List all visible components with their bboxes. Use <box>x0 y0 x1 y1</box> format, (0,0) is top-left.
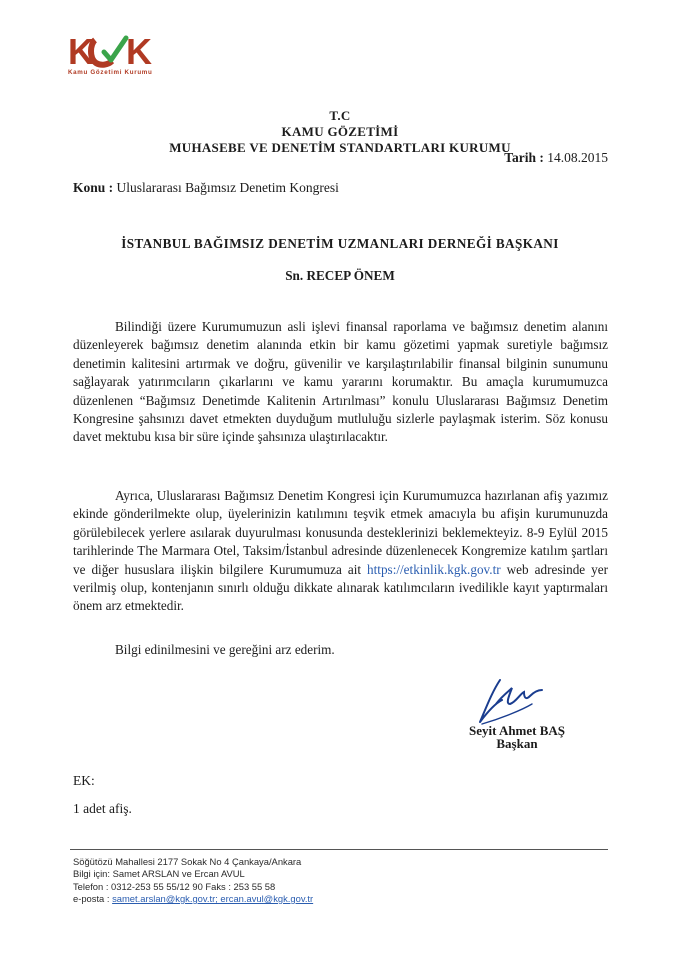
letter-date <box>504 150 608 166</box>
addressee-name: Sn. RECEP ÖNEM <box>285 268 395 283</box>
footer-email-label: e-posta : <box>73 892 110 904</box>
subject-value: Uluslararası Bağımsız Denetim Kongresi <box>116 180 339 195</box>
logo-subtitle: Kamu Gözetimi Kurumu <box>68 69 153 76</box>
body-paragraph-2 <box>73 487 608 616</box>
footer-divider <box>70 849 608 850</box>
body-paragraph-1: Bilindiği üzere Kurumumuzun asli işlevi finansal raporlama ve bağımsız denetim alanını düzenleyerek bağımsız denetim alanında etkin bir kamu gözetimi yapmak suretiyle bağımsız denetimin kalitesini artırmak ve doğru, güvenilir ve karşılaştırılabilir finansal bilginin sunumunu sağlayarak yatırımcıların çıkarlarını ve kamu yararını korumaktır. Bu amaçla kurumumuzca düzenlenen “Bağımsız Denetimde Kalitenin Artırılması” konulu Uluslararası Bağımsız Denetim Kongresine şahsınızı davet etmekten duyduğum mutluluğu sizlerle paylaşmak isterim. Söz konusu davet mektubu kısa bir süre içinde şahsınıza ulaştırılacaktır. <box>73 319 608 445</box>
paragraph-2-text-a: Ayrıca, Uluslararası Bağımsız Denetim Kongresi için Kurumumuzca hazırlanan afiş yazımız ekinde gönderilmekte olup, üyelerinizin katılımını teşvik etmek amacıyla bu afişin kurumunuzda görülebilecek yerlere asılarak duyurulması konusunda desteklerinizi beklemekteyiz. 8-9 Eylül 2015 tarihlerinde The Marmara Otel, Taksim/İstanbul adresinde düzenlenecek Kongremize katılım şartları ve diğer hususlara ilişkin bilgilere Kurumumuza ait <box>73 488 608 577</box>
subject-label: Konu : <box>73 180 114 195</box>
addressee <box>0 236 680 284</box>
signatory-name: Seyit Ahmet BAŞ <box>468 723 566 738</box>
handwritten-signature <box>472 674 562 726</box>
signature-block <box>452 674 582 752</box>
paragraph-2-text-b: web adresinde yer verilmiş olup, kontenjanın sınırlı olduğu dikkate alınarak katılımcıların ivedilikle kayıt yaptırmaları önem arz etmektedir. <box>73 561 609 614</box>
closing-line: Bilgi edinilmesini ve gereğini arz ederim. <box>115 642 335 657</box>
signatory-title: Başkan <box>496 736 538 751</box>
footer-address: Söğütözü Mahallesi 2177 Sokak No 4 Çankaya/Ankara <box>73 856 302 867</box>
attachment-item: 1 adet afiş. <box>73 801 132 816</box>
addressee-organization: İSTANBUL BAĞIMSIZ DENETİM UZMANLARI DERNEĞİ BAŞKANI <box>121 236 559 251</box>
footer-email-line <box>73 893 313 905</box>
attachments-label: EK: <box>73 773 95 788</box>
footer-phone: Telefon : 0312-253 55 55/12 90 Faks : 253 55 58 <box>73 880 276 892</box>
event-website-link[interactable]: https://etkinlik.kgk.gov.tr <box>367 561 501 577</box>
header-line-institution: MUHASEBE VE DENETİM STANDARTLARI KURUMU <box>169 140 511 155</box>
header-line-kamu: KAMU GÖZETİMİ <box>281 124 399 139</box>
svg-text:K: K <box>126 34 152 68</box>
svg-text:K: K <box>68 34 93 68</box>
date-value: 14.08.2015 <box>547 150 608 165</box>
kgk-logo <box>68 34 178 76</box>
institution-header <box>0 108 680 156</box>
letter-subject <box>73 180 339 196</box>
kgk-logo-mark <box>68 34 178 68</box>
footer <box>73 856 313 905</box>
footer-contact-info: Bilgi için: Samet ARSLAN ve Ercan AVUL <box>73 868 245 880</box>
footer-email-link[interactable]: samet.arslan@kgk.gov.tr; ercan.avul@kgk.gov.tr <box>112 892 314 904</box>
date-label: Tarih : <box>504 150 544 165</box>
header-line-tc: T.C <box>329 108 351 123</box>
